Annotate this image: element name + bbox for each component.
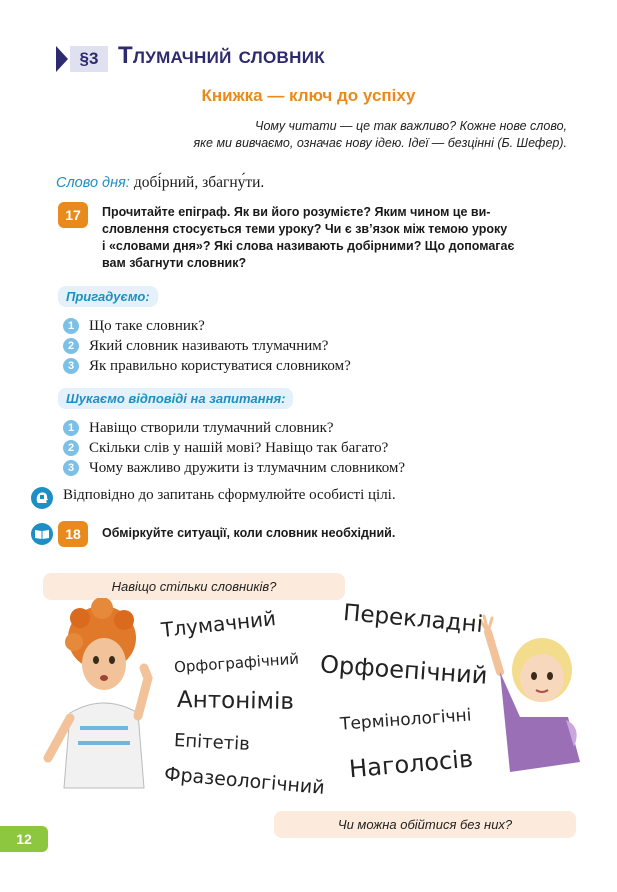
dictionary-word: Фразеологічний: [163, 763, 326, 799]
dictionary-word: Перекладні: [342, 599, 485, 639]
question-text: Який словник називають тлумачним?: [89, 337, 329, 354]
recall-list: [63, 316, 351, 376]
search-list: [63, 418, 405, 478]
dictionary-word: Орфографічний: [173, 649, 300, 677]
epigraph-line: Чому читати — це так важливо? Кожне нове слово,: [255, 119, 567, 133]
section-number: §3: [70, 46, 108, 72]
epigraph: [147, 118, 567, 152]
puzzle-head-icon: [31, 487, 53, 509]
boy-illustration: [40, 598, 165, 798]
page-number: 12: [0, 826, 48, 852]
epigraph-line: яке ми вивчаємо, означає нову ідею. Ідеї — безцінні (Б. Шефер).: [193, 136, 567, 150]
search-label: Шукаємо відповіді на запитання:: [58, 388, 293, 409]
dictionary-word: Епітетів: [173, 730, 251, 755]
recall-label: Пригадуємо:: [58, 286, 158, 307]
task-line: словлення стосується теми уроку? Чи є зв’язок між темою уроку: [102, 222, 508, 236]
word-of-day: [56, 174, 264, 192]
open-book-icon: [31, 523, 53, 545]
number-badge: 3: [63, 358, 79, 374]
task-18-text: Обміркуйте ситуації, коли словник необхідний.: [102, 526, 396, 540]
task-number-17: 17: [58, 202, 88, 228]
task-line: Прочитайте епіграф. Як ви його розумієте? Яким чином це ви-: [102, 205, 491, 219]
number-badge: 3: [63, 460, 79, 476]
girl-illustration: [470, 612, 590, 782]
speech-bubble-question: Чи можна обійтися без них?: [274, 811, 576, 838]
question-text: Навіщо створили тлумачний словник?: [89, 419, 334, 436]
question-text: Скільки слів у нашій мові? Навіщо так багато?: [89, 439, 389, 456]
section-badge: [56, 46, 108, 72]
question-text: Чому важливо дружити із тлумачним словником?: [89, 459, 406, 476]
section-arrow-icon: [56, 46, 68, 72]
list-item: [63, 438, 405, 458]
list-item: [63, 356, 351, 376]
speech-bubble-question: Навіщо стільки словників?: [43, 573, 345, 600]
number-badge: 2: [63, 338, 79, 354]
task-number-18: 18: [58, 521, 88, 547]
number-badge: 1: [63, 420, 79, 436]
question-text: Що таке словник?: [89, 317, 205, 334]
number-badge: 2: [63, 440, 79, 456]
dictionary-word: Наголосів: [348, 744, 475, 784]
task-line: і «словами дня»? Які слова називають добірними? Що допомагає: [102, 239, 515, 253]
dictionary-word: Антонімів: [176, 686, 295, 716]
goals-instruction: Відповідно до запитань сформулюйте особисті цілі.: [63, 487, 396, 503]
page-title: Тлумачний словник: [118, 42, 325, 69]
list-item: [63, 418, 405, 438]
question-text: Як правильно користуватися словником?: [89, 357, 351, 374]
task-17-text: [102, 204, 572, 272]
task-line: вам збагнути словник?: [102, 256, 247, 270]
list-item: [63, 316, 351, 336]
dictionary-word: Орфоепічний: [319, 650, 489, 690]
list-item: [63, 336, 351, 356]
word-of-day-value: добі́рний, збагну́ти.: [133, 174, 265, 191]
list-item: [63, 458, 405, 478]
number-badge: 1: [63, 318, 79, 334]
word-of-day-label: Слово дня:: [56, 175, 130, 191]
dictionary-word: Термінологічні: [339, 705, 473, 735]
dictionary-word: Тлумачний: [160, 606, 278, 642]
lesson-subtitle: Книжка — ключ до успіху: [201, 86, 416, 105]
